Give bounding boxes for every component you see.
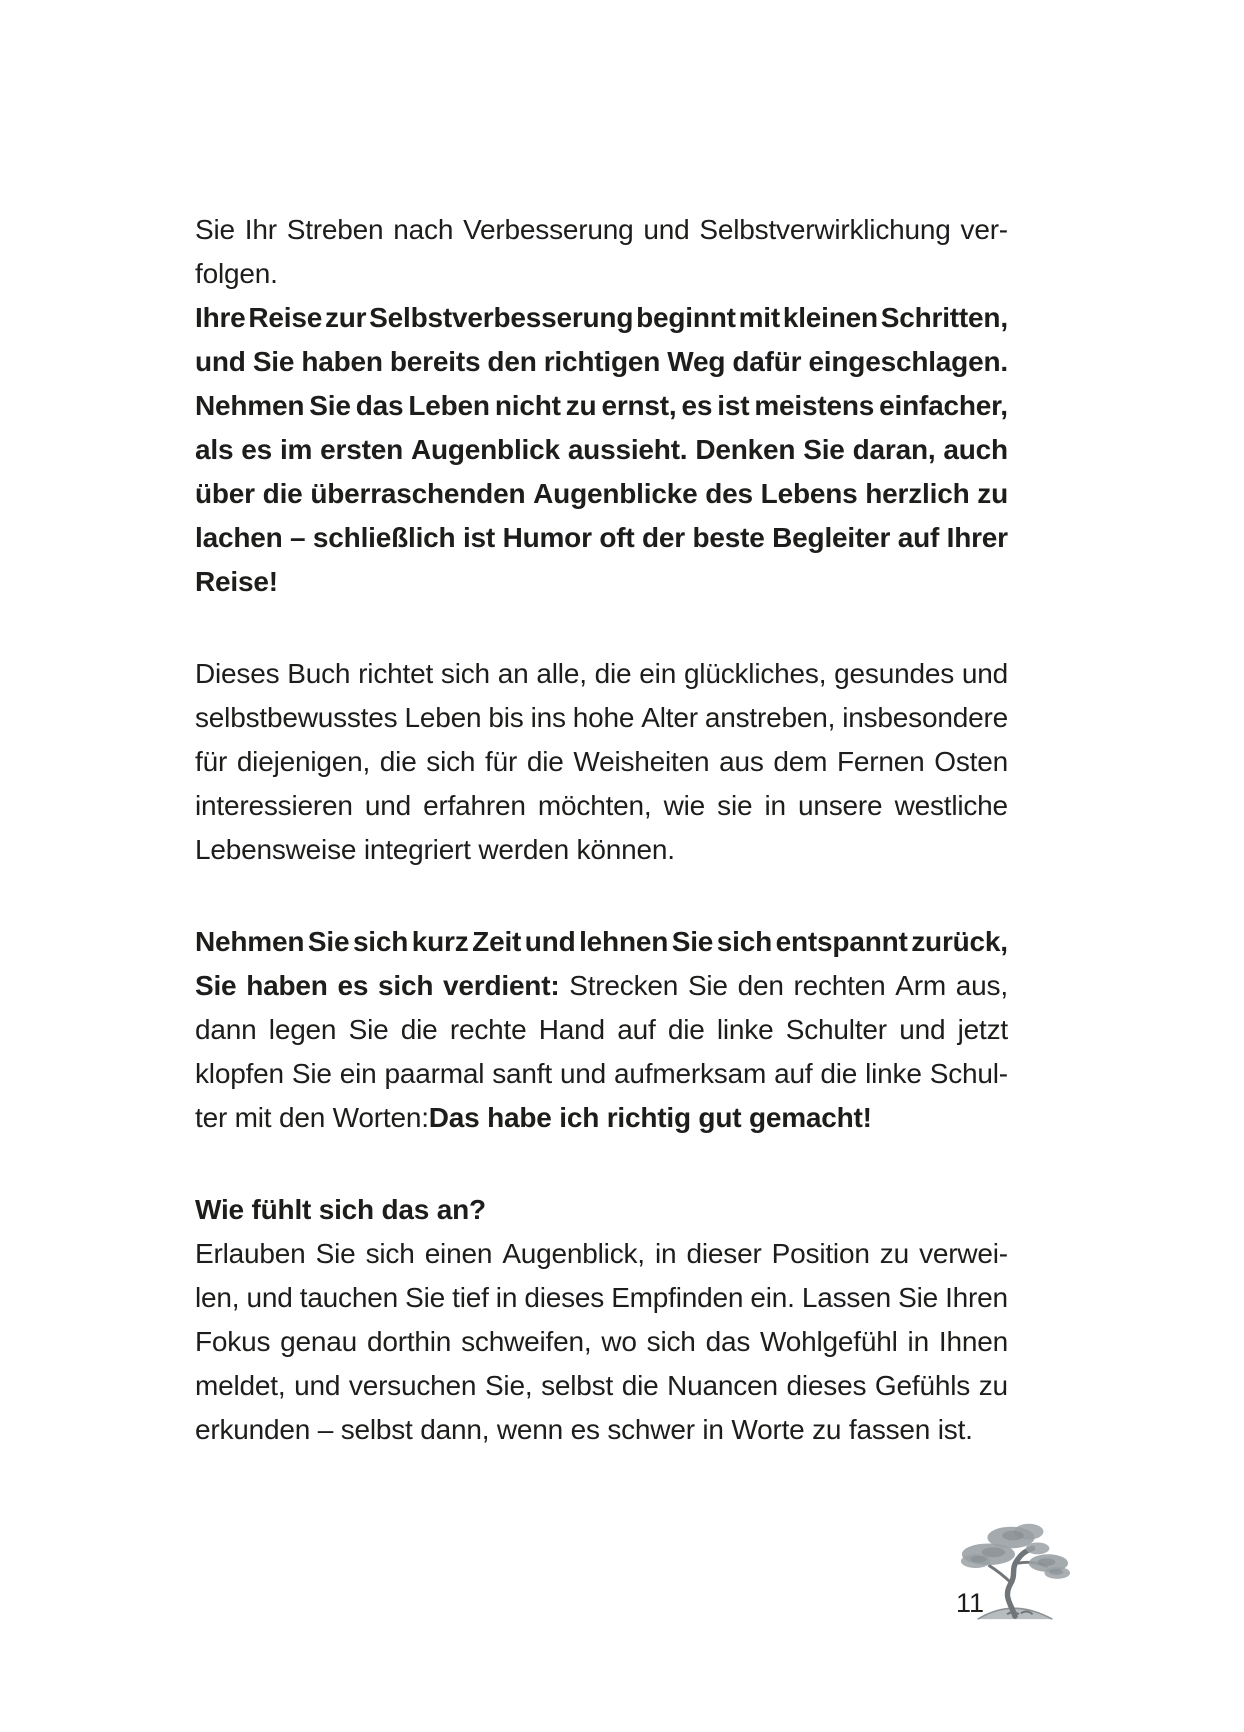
paragraph bbox=[195, 296, 1008, 604]
body-text bbox=[195, 208, 1008, 1452]
text-line: Sie haben es sich verdient: Strecken Sie den rechten Arm aus, bbox=[195, 970, 1008, 1001]
text-line: Lebensweise integriert werden können. bbox=[195, 834, 675, 865]
text-line: lachen – schließlich ist Humor oft der beste Begleiter auf Ihrer bbox=[195, 522, 1008, 553]
text-line: Erlauben Sie sich einen Augenblick, in dieser Position zu verwei- bbox=[195, 1238, 1008, 1269]
text-line: selbstbewusstes Leben bis ins hohe Alter anstreben, insbesondere bbox=[195, 702, 1008, 733]
text-line: interessieren und erfahren möchten, wie sie in unsere westliche bbox=[195, 790, 1008, 821]
paragraph bbox=[195, 1188, 1008, 1452]
paragraph bbox=[195, 920, 1008, 1140]
text-line: Ihre Reise zur Selbstverbesserung beginnt mit kleinen Schritten, bbox=[195, 302, 1008, 333]
text-line: Nehmen Sie das Leben nicht zu ernst, es ist meistens einfacher, bbox=[195, 390, 1008, 421]
text-line: Sie Ihr Streben nach Verbesserung und Selbstverwirklichung ver- bbox=[195, 214, 1008, 245]
text-line: dann legen Sie die rechte Hand auf die linke Schulter und jetzt bbox=[195, 1014, 1008, 1045]
page-footer bbox=[948, 1514, 1072, 1630]
text-line: Wie fühlt sich das an? bbox=[195, 1194, 486, 1225]
text-line: und Sie haben bereits den richtigen Weg dafür eingeschlagen. bbox=[195, 346, 1008, 377]
page-number: 11 bbox=[956, 1588, 985, 1618]
text-line: erkunden – selbst dann, wenn es schwer in Worte zu fassen ist. bbox=[195, 1414, 973, 1445]
text-line: len, und tauchen Sie tief in dieses Empfinden ein. Lassen Sie Ihren bbox=[195, 1282, 1008, 1313]
text-line: ter mit den Worten:Das habe ich richtig gut gemacht! bbox=[195, 1102, 872, 1133]
text-line: meldet, und versuchen Sie, selbst die Nuancen dieses Gefühls zu bbox=[195, 1370, 1008, 1401]
text-line: folgen. bbox=[195, 258, 278, 289]
text-line: für diejenigen, die sich für die Weisheiten aus dem Fernen Osten bbox=[195, 746, 1008, 777]
text-line: Nehmen Sie sich kurz Zeit und lehnen Sie sich entspannt zurück, bbox=[195, 926, 1008, 957]
text-line: über die überraschenden Augenblicke des Lebens herzlich zu bbox=[195, 478, 1008, 509]
text-line: als es im ersten Augenblick aussieht. Denken Sie daran, auch bbox=[195, 434, 1008, 465]
text-line: Fokus genau dorthin schweifen, wo sich das Wohlgefühl in Ihnen bbox=[195, 1326, 1008, 1357]
text-line: klopfen Sie ein paarmal sanft und aufmerksam auf die linke Schul- bbox=[195, 1058, 1008, 1089]
paragraph bbox=[195, 652, 1008, 872]
paragraph bbox=[195, 208, 1008, 296]
text-line: Dieses Buch richtet sich an alle, die ein glückliches, gesundes und bbox=[195, 658, 1008, 689]
text-line: Reise! bbox=[195, 566, 278, 597]
